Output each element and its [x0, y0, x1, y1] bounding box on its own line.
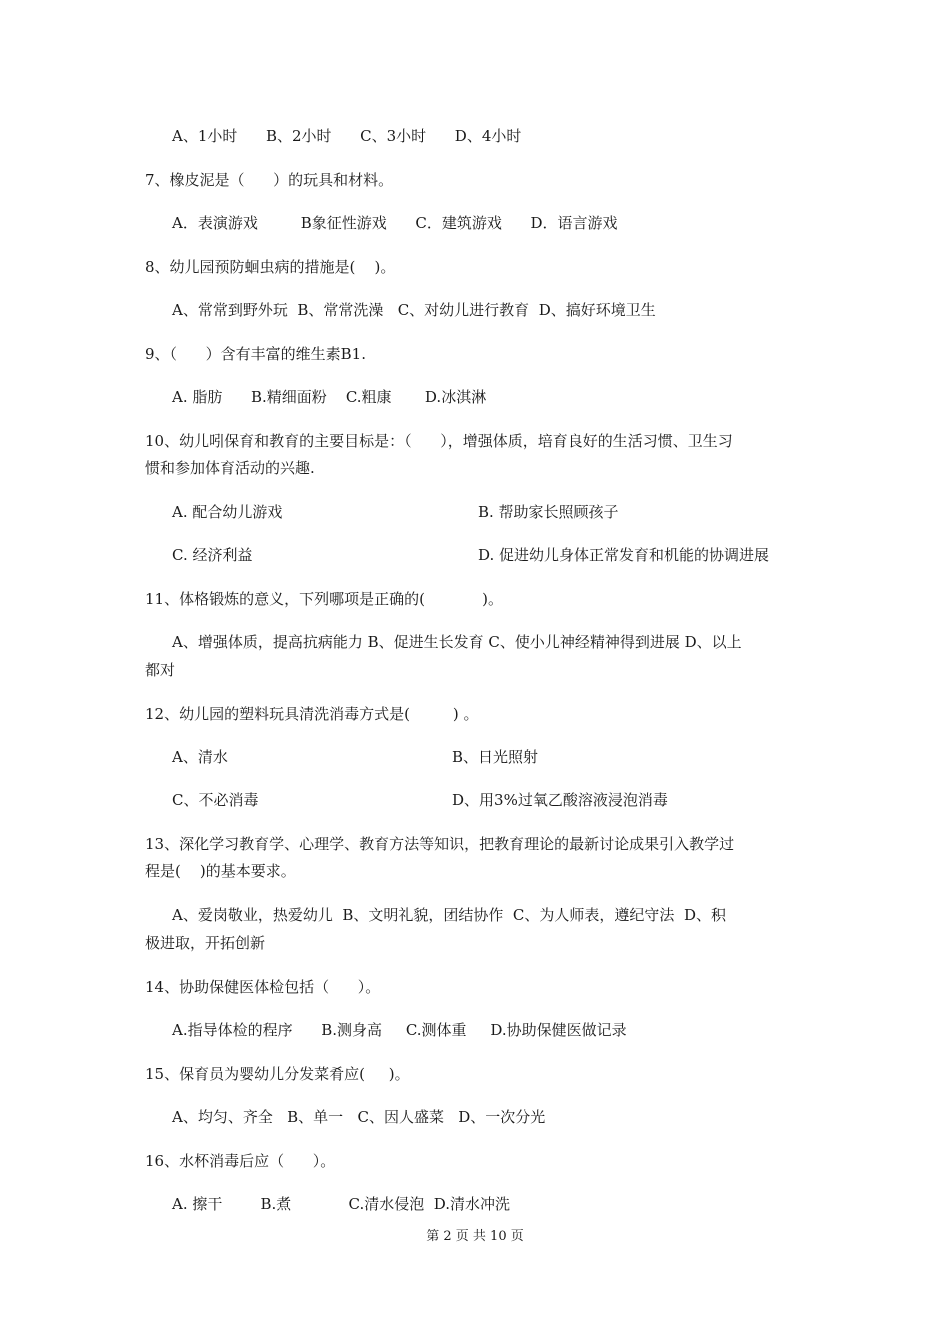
q11-question: 11、体格锻炼的意义，下列哪项是正确的( )。: [145, 590, 504, 608]
q11-options-cont: 都对: [145, 661, 176, 679]
q10-question-cont: 惯和参加体育活动的兴趣.: [145, 459, 315, 477]
q14-options: A.指导体检的程序 B.测身高 C.测体重 D.协助保健医做记录: [172, 1021, 627, 1039]
q16-options: A. 擦干 B.煮 C.清水侵泡 D.清水冲洗: [172, 1195, 511, 1213]
q7-question: 7、橡皮泥是（ ）的玩具和材料。: [145, 171, 394, 189]
q10-option-b: B. 帮助家长照顾孩子: [478, 503, 619, 521]
q15-options: A、均匀、齐全 B、单一 C、因人盛菜 D、一次分光: [172, 1108, 546, 1126]
q13-question-cont: 程是( )的基本要求。: [145, 862, 296, 880]
q9-options: A. 脂肪 B.精细面粉 C.粗康 D.冰淇淋: [172, 388, 487, 406]
q8-options: A、常常到野外玩 B、常常洗澡 C、对幼儿进行教育 D、搞好环境卫生: [172, 301, 656, 319]
page-footer: 第 2 页 共 10 页: [426, 1229, 524, 1244]
q16-question: 16、水杯消毒后应（ ）。: [145, 1152, 336, 1170]
q10-option-d: D. 促进幼儿身体正常发育和机能的协调进展: [478, 546, 770, 564]
q12-option-a: A、清水: [172, 748, 228, 766]
q8-question: 8、幼儿园预防蛔虫病的措施是( )。: [145, 258, 396, 276]
q12-option-d: D、用3%过氧乙酸溶液浸泡消毒: [452, 791, 668, 809]
q14-question: 14、协助保健医体检包括（ ）。: [145, 978, 381, 996]
q10-option-c: C. 经济利益: [172, 546, 253, 564]
q7-options: A．表演游戏 B象征性游戏 C．建筑游戏 D．语言游戏: [172, 214, 618, 232]
q9-question: 9、（ ）含有丰富的维生素B1.: [145, 345, 366, 363]
q6-options: A、1小时 B、2小时 C、3小时 D、4小时: [172, 127, 522, 145]
q15-question: 15、保育员为婴幼儿分发菜肴应( )。: [145, 1065, 410, 1083]
q13-question: 13、深化学习教育学、心理学、教育方法等知识，把教育理论的最新讨论成果引入教学过: [145, 835, 735, 853]
q10-question: 10、幼儿吲保育和教育的主要目标是：（ ），增强体质，培育良好的生活习惯、卫生习: [145, 432, 733, 450]
q13-options: A、爱岗敬业，热爱幼儿 B、文明礼貌，团结协作 C、为人师表，遵纪守法 D、积: [172, 906, 726, 924]
q13-options-cont: 极进取，开拓创新: [145, 934, 266, 952]
q12-option-c: C、不必消毒: [172, 791, 259, 809]
q12-question: 12、幼儿园的塑料玩具清洗消毒方式是( ) 。: [145, 705, 479, 723]
q10-option-a: A. 配合幼儿游戏: [172, 503, 283, 521]
q11-options: A、增强体质，提高抗病能力 B、促进生长发育 C、使小儿神经精神得到进展 D、以上: [172, 633, 742, 651]
q12-option-b: B、日光照射: [452, 748, 539, 766]
